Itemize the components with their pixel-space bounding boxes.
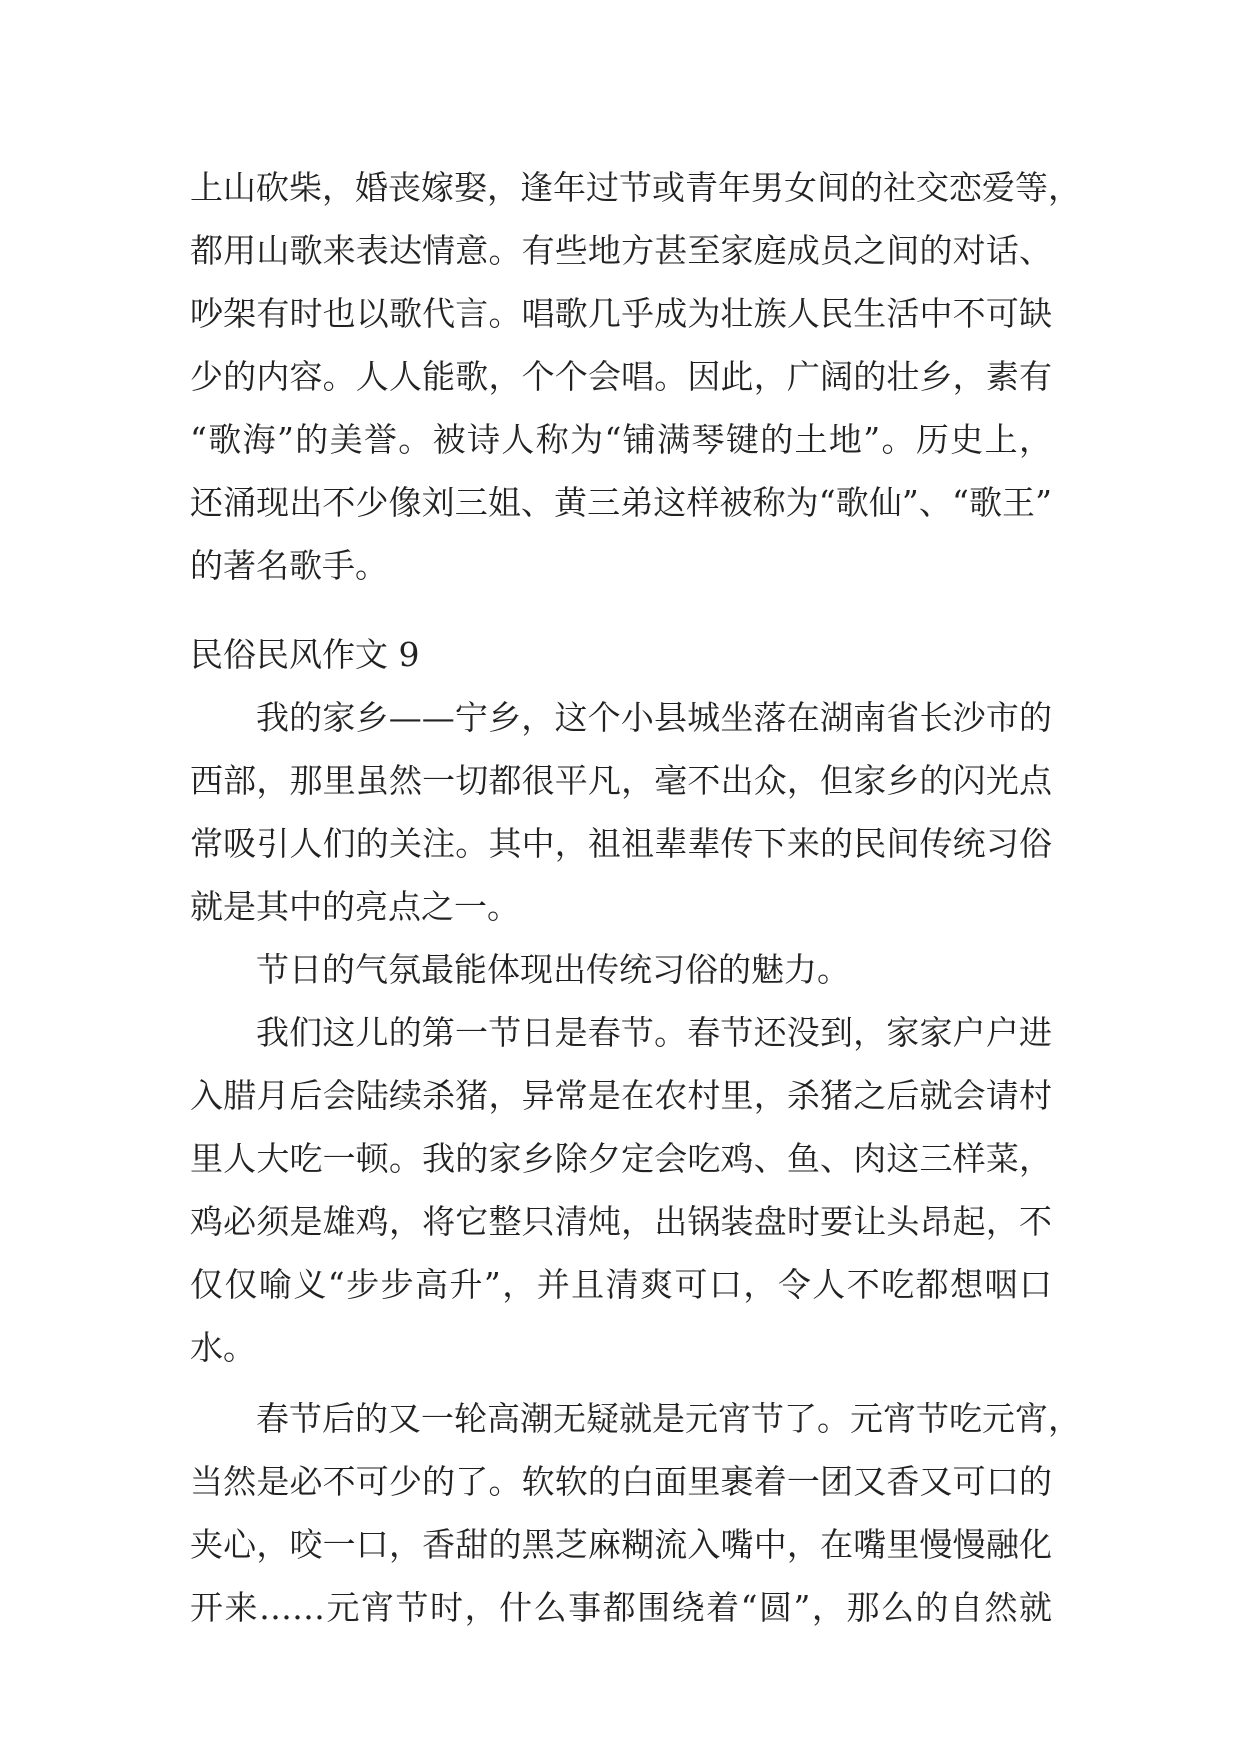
text-line: 西部，那里虽然一切都很平凡，毫不出众，但家乡的闪光点: [190, 761, 1052, 800]
paragraph-spacer: [190, 1379, 1052, 1387]
text-line: 仅仅喻义“步步高升”，并且清爽可口，令人不吃都想咽口: [190, 1265, 1052, 1304]
text-line: 里人大吃一顿。我的家乡除夕定会吃鸡、鱼、肉这三样菜，: [190, 1139, 1052, 1178]
paragraph: [190, 938, 1052, 1001]
text-line: 上山砍柴，婚丧嫁娶，逢年过节或青年男女间的社交恋爱等，: [190, 168, 1081, 207]
text-line: 都用山歌来表达情意。有些地方甚至家庭成员之间的对话、: [190, 231, 1052, 270]
essay-9: [190, 623, 1081, 1639]
paragraph: [190, 686, 1052, 938]
text-line: 当然是必不可少的了。软软的白面里裹着一团又香又可口的: [190, 1462, 1052, 1501]
text-line: 我们这儿的第一节日是春节。春节还没到，家家户户进: [256, 1013, 1052, 1052]
essay-continuation: [190, 156, 1081, 597]
paragraph: [190, 1001, 1052, 1379]
text-line: 就是其中的亮点之一。: [190, 887, 520, 926]
text-line: “歌海”的美誉。被诗人称为“铺满琴键的土地”。历史上，: [190, 420, 1052, 459]
text-line: 鸡必须是雄鸡，将它整只清炖，出锅装盘时要让头昂起，不: [190, 1202, 1052, 1241]
text-line: 入腊月后会陆续杀猪，异常是在农村里，杀猪之后就会请村: [190, 1076, 1052, 1115]
text-line: 我的家乡——宁乡，这个小县城坐落在湖南省长沙市的: [256, 698, 1052, 737]
text-line: 夹心，咬一口，香甜的黑芝麻糊流入嘴中，在嘴里慢慢融化: [190, 1525, 1052, 1564]
text-line: 春节后的又一轮高潮无疑就是元宵节了。元宵节吃元宵，: [256, 1399, 1081, 1438]
text-line: 节日的气氛最能体现出传统习俗的魅力。: [256, 950, 850, 989]
text-line: 少的内容。人人能歌，个个会唱。因此，广阔的壮乡，素有: [190, 357, 1052, 396]
text-line: 常吸引人们的关注。其中，祖祖辈辈传下来的民间传统习俗: [190, 824, 1052, 863]
paragraph: [190, 1387, 1081, 1639]
text-line: 吵架有时也以歌代言。唱歌几乎成为壮族人民生活中不可缺: [190, 294, 1052, 333]
essay-heading: 民俗民风作文 9: [190, 635, 420, 674]
text-line: 开来……元宵节时，什么事都围绕着“圆”，那么的自然就: [190, 1588, 1052, 1627]
text-line: 的著名歌手。: [190, 546, 388, 585]
text-line: 还涌现出不少像刘三姐、黄三弟这样被称为“歌仙”、“歌王”: [190, 483, 1052, 522]
text-line: 水。: [190, 1328, 256, 1367]
